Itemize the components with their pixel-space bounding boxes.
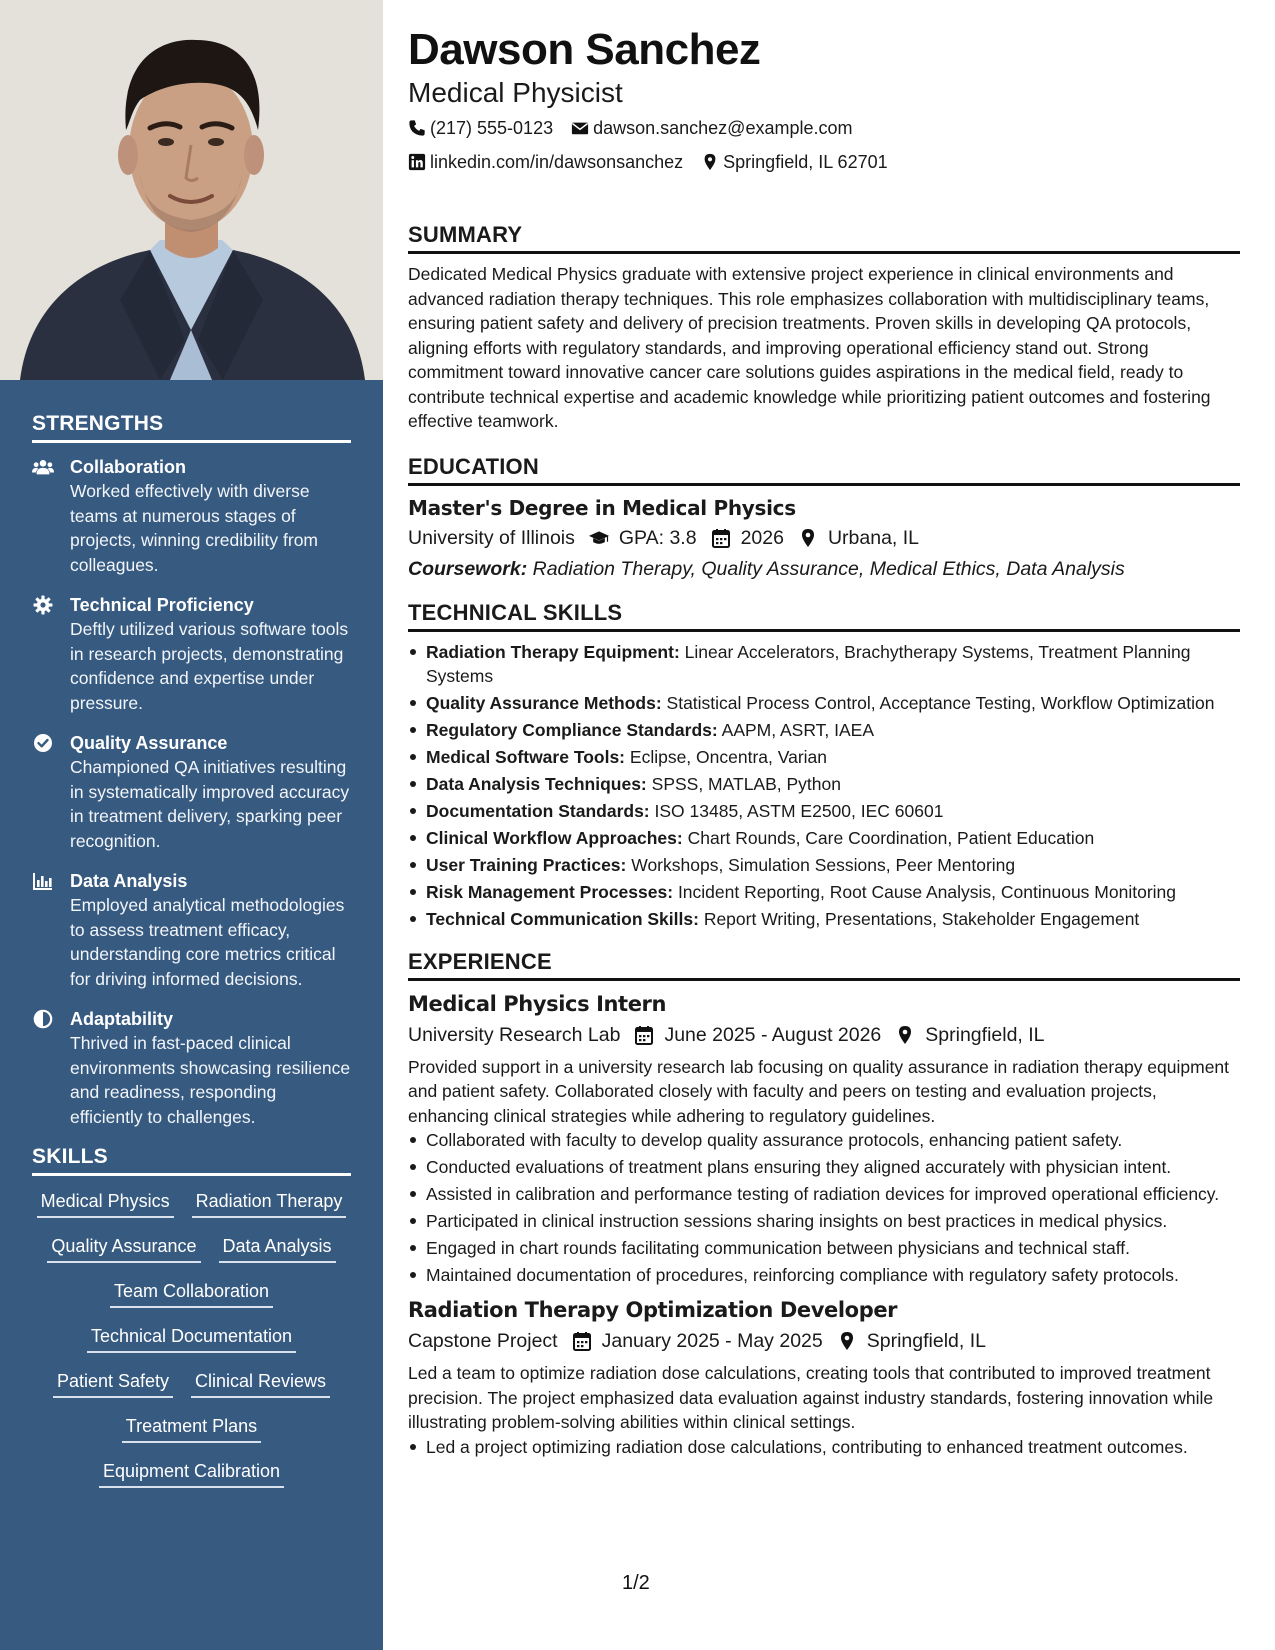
strength-title: Quality Assurance [70,733,228,753]
job-meta [408,1325,1240,1357]
job-dates: June 2025 - August 2026 [634,1019,881,1051]
contact-line [408,146,1240,178]
candidate-title: Medical Physicist [408,77,623,108]
job-title: Radiation Therapy Optimization Developer [408,1298,898,1322]
skills-heading: SKILLS [32,1145,351,1176]
list-item: Conducted evaluations of treatment plans ensuring they aligned accurately with physician intent. [408,1155,1240,1179]
strength-desc: Championed QA initiatives resulting in systematically improved accuracy in treatment delivery, sparking peer recognition. [70,757,350,851]
list-item: Regulatory Compliance Standards: AAPM, ASRT, IAEA [408,718,1240,742]
contact-line [408,112,1240,144]
gear-icon [32,593,70,715]
summary-text: Dedicated Medical Physics graduate with extensive project experience in clinical environments and advanced radiation therapy techniques. This role emphasizes collaboration with multidisciplinary teams, ensuring patient safety and delivery of precision treatments. Proven skills in developing QA protocols, aligning efforts with regulatory standards, and improving operational efficiency stand out. Strong commitment toward innovative cancer care solutions guides aspirations in the medical field, ready to contribute technical expertise and academic knowledge while prioritizing patient outcomes and fostering effective teamwork. [408,264,1211,431]
candidate-name: Dawson Sanchez [408,25,761,74]
job-organization: University Research Lab [408,1023,621,1046]
profile-photo [0,0,383,380]
job-bullets [408,1435,1240,1459]
strength-title: Collaboration [70,457,186,477]
strength-title: Technical Proficiency [70,595,254,615]
job-organization: Capstone Project [408,1330,558,1352]
job-dates: January 2025 - May 2025 [572,1325,823,1357]
coursework-list: Radiation Therapy, Quality Assurance, Medical Ethics, Data Analysis [532,557,1125,580]
skill-tag: Data Analysis [219,1233,336,1263]
year-item: 2026 [711,522,784,554]
job-location: Springfield, IL [895,1019,1044,1051]
job-title: Medical Physics Intern [408,991,667,1016]
bar-chart-icon [32,869,70,991]
summary-heading: SUMMARY [408,222,1240,254]
strength-desc: Thrived in fast-paced clinical environments showcasing resilience and readiness, responding efficiently to challenges. [70,1033,351,1127]
skill-tag: Equipment Calibration [99,1458,284,1488]
strength-item [32,1007,351,1129]
education-meta [408,522,1240,554]
location-text: Springfield, IL 62701 [723,152,888,172]
list-item: Engaged in chart rounds facilitating communication between physicians and technical staff. [408,1236,1240,1260]
list-item: Clinical Workflow Approaches: Chart Rounds, Care Coordination, Patient Education [408,826,1240,850]
skill-tag: Quality Assurance [47,1233,200,1263]
envelope-icon [571,119,589,137]
job-description: Led a team to optimize radiation dose calculations, creating tools that contributed to improved treatment precision. The project emphasized data evaluation against industry standards, fostering innovation while illustrating problem-solving abilities within clinical settings. [408,1363,1214,1432]
school-name: University of Illinois [408,526,575,549]
degree-title: Master's Degree in Medical Physics [408,495,796,520]
phone-icon [408,119,426,137]
job-description: Provided support in a university research lab focusing on quality assurance in radiation therapy equipment and patient safety. Collaborated closely with faculty and peers on testing and evaluation projects, enhancing clinical strategies while adhering to regulatory guidelines. [408,1056,1230,1126]
strength-item [32,593,351,715]
skill-tag: Team Collaboration [110,1278,273,1308]
linkedin-url: linkedin.com/in/dawsonsanchez [430,152,684,172]
technical-skills-heading: TECHNICAL SKILLS [408,600,1240,632]
list-item: Radiation Therapy Equipment: Linear Accelerators, Brachytherapy Systems, Treatment Planning Systems [408,640,1240,688]
linkedin-contact[interactable] [408,146,683,178]
location-item: Urbana, IL [798,522,919,554]
list-item: User Training Practices: Workshops, Simulation Sessions, Peer Mentoring [408,853,1240,877]
calendar-icon [634,1025,654,1045]
map-pin-icon [895,1025,915,1045]
skills-list [32,1188,351,1503]
phone-number: (217) 555-0123 [430,118,554,138]
strength-item [32,731,351,853]
check-circle-icon [32,731,70,853]
list-item: Technical Communication Skills: Report Writing, Presentations, Stakeholder Engagement [408,907,1240,931]
skill-tag: Patient Safety [53,1368,173,1398]
technical-skills-list [408,640,1240,931]
list-item: Quality Assurance Methods: Statistical Process Control, Acceptance Testing, Workflow Optimization [408,691,1240,715]
skill-tag: Medical Physics [37,1188,174,1218]
strengths-heading: STRENGTHS [32,412,351,443]
list-item: Assisted in calibration and performance testing of radiation devices for improved operational efficiency. [408,1182,1240,1206]
list-item: Collaborated with faculty to develop quality assurance protocols, enhancing patient safety. [408,1128,1240,1152]
strength-item [32,869,351,991]
strength-desc: Deftly utilized various software tools in research projects, demonstrating confidence and expertise under pressure. [70,619,349,713]
map-pin-icon [798,528,818,548]
education-heading: EDUCATION [408,454,1240,486]
sidebar [0,0,383,1650]
strength-title: Adaptability [70,1009,174,1029]
email-contact[interactable] [571,112,852,144]
coursework-label: Coursework: [408,557,528,580]
experience-heading: EXPERIENCE [408,949,1240,981]
job-meta [408,1019,1240,1051]
experience-entry [408,989,1240,1288]
map-pin-icon [837,1331,857,1351]
main-content [408,0,1240,1462]
list-item: Data Analysis Techniques: SPSS, MATLAB, Python [408,772,1240,796]
strength-title: Data Analysis [70,871,188,891]
job-bullets [408,1128,1240,1287]
location-contact [701,146,887,178]
linkedin-icon [408,153,426,171]
experience-entry [408,1295,1240,1459]
skill-tag: Clinical Reviews [191,1368,330,1398]
list-item: Medical Software Tools: Eclipse, Oncentra, Varian [408,745,1240,769]
gpa-item: GPA: 3.8 [589,522,697,554]
calendar-icon [572,1331,592,1351]
skill-tag: Treatment Plans [122,1413,261,1443]
strength-desc: Worked effectively with diverse teams at numerous stages of projects, winning credibility from colleagues. [70,481,319,575]
phone-contact[interactable] [408,112,553,144]
page-number: 1/2 [622,1572,650,1594]
strength-item [32,455,351,577]
coursework [408,554,1240,584]
graduation-cap-icon [589,528,609,548]
list-item: Participated in clinical instruction sessions sharing insights on best practices in medical physics. [408,1209,1240,1233]
half-circle-icon [32,1007,70,1129]
skill-tag: Radiation Therapy [192,1188,347,1218]
users-icon [32,455,70,577]
list-item: Risk Management Processes: Incident Reporting, Root Cause Analysis, Continuous Monitoring [408,880,1240,904]
calendar-icon [711,528,731,548]
map-pin-icon [701,153,719,171]
strength-desc: Employed analytical methodologies to assess treatment efficacy, understanding core metrics critical for driving informed decisions. [70,895,345,989]
list-item: Documentation Standards: ISO 13485, ASTM E2500, IEC 60601 [408,799,1240,823]
job-location: Springfield, IL [837,1325,986,1357]
list-item: Led a project optimizing radiation dose calculations, contributing to enhanced treatment outcomes. [408,1435,1240,1459]
email-address: dawson.sanchez@example.com [593,118,853,138]
skill-tag: Technical Documentation [87,1323,296,1353]
list-item: Maintained documentation of procedures, reinforcing compliance with regulatory safety protocols. [408,1263,1240,1287]
